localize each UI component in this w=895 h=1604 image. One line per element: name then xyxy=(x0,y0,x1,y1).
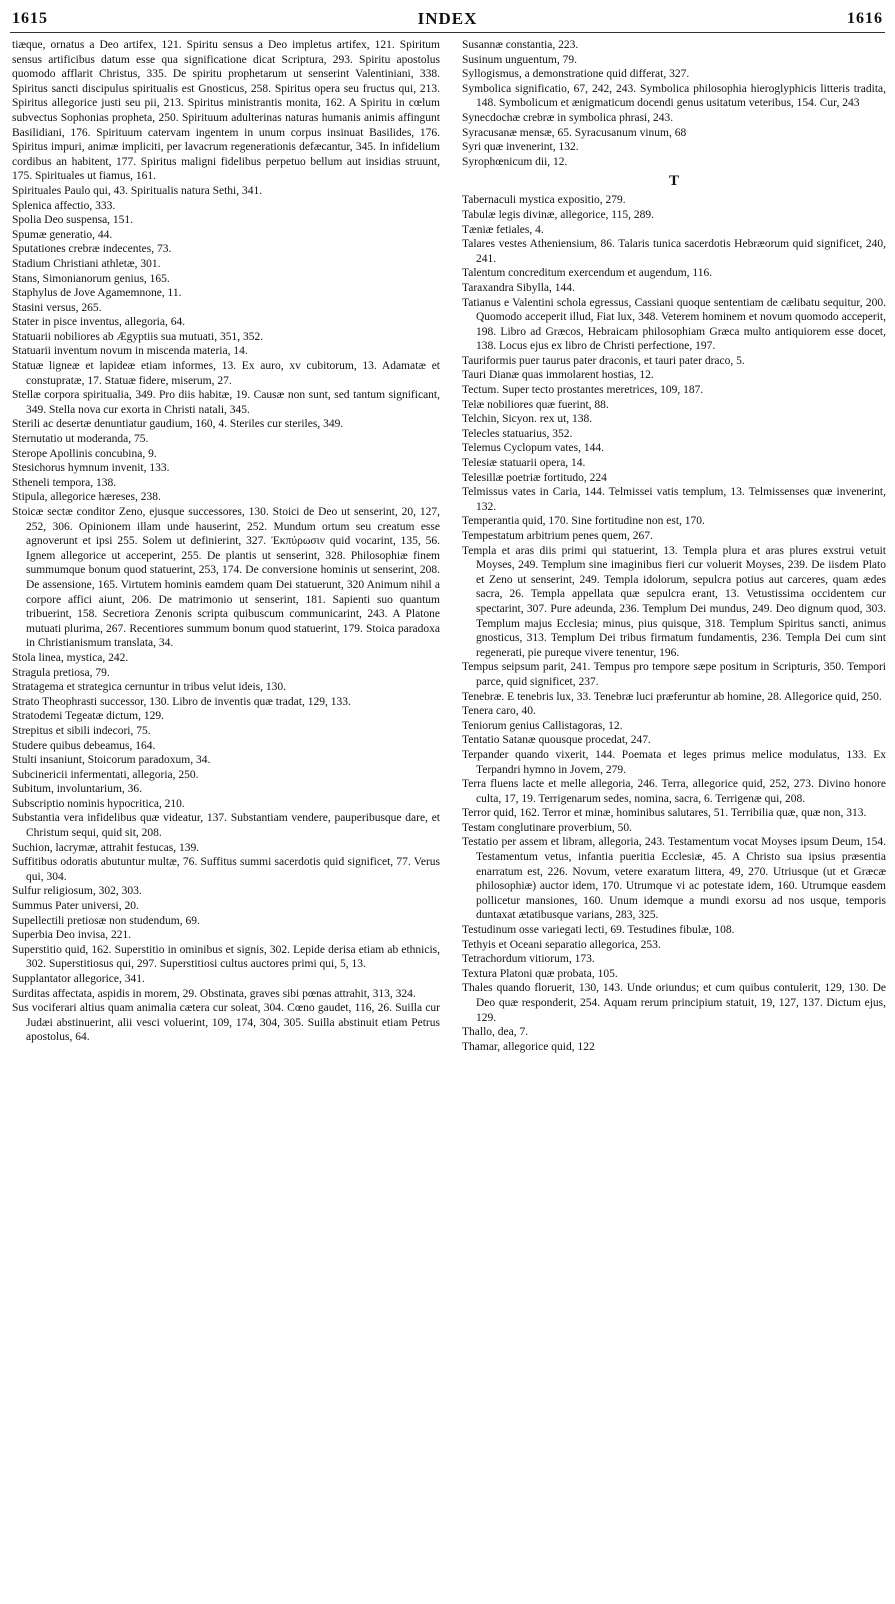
index-entry: Stoicæ sectæ conditor Zeno, ejusque successores, 130. Stoici de Deo ut senserint, 20, 127, 252, 306. Opinionem illam unde hauserint, 252. Mundum ortum seu creatum esse agnoverunt et ipsi 255. Solem ut definierint, 327. Ἐκπύρωσιν quid vocarint, 135, 56. Ignem allegorice ut acceperint, 255. De plantis ut senserint, 328. Philosophiæ finem summumque bonum quod statuerint, 253, 174. De conversione hominis ut senserint, 208. De assensione, 165. Virtutem hominis eamdem quam Dei statuerunt, 320 Animum nihil a corpore affici aiunt, 206. De matrimonio ut senserint, 181. Sapienti suo quantum tribuerint, 158. Secretiora Zenonis scripta quibuscum communicarint, 243. A Platone mutuati plurima, 267. Recentiores summum bonum quod statuerint, 179. Stoica paradoxa in Christianismum translata, 34. xyxy=(12,506,440,650)
index-entry: Surditas affectata, aspidis in morem, 29. Obstinata, graves sibi pœnas attrahit, 313, 324. xyxy=(12,987,416,1000)
index-entry: Syri quæ invenerint, 132. xyxy=(462,141,579,154)
index-entry: Templa et aras diis primi qui statuerint, 13. Templa plura et aras plures exstrui vetuit Moyses, 249. Templum sine imaginibus fieri cur voluerit Moyses, 239. De iisdem Plato et Zeno ut senserint, 249. Templa idolorum, sepulcra potius aut carceres, quam ædes sacra, 26. Templa appellata quæ sepulcra erant, 13. Vetustissima occidentem cur spectarint, 307. Pure adeunda, 236. Templum Dei mundus, 249. Deo dignum quod, 303. Templum majus Ecclesia; minus, pius quisque, 318. Templum Spiritus sancti, animus gnosticus, 313. Templum Dei tribus firmatum fundamentis, 236. Templa Dei cum sint regenerati, pie pureque vivere tenentur, 196. xyxy=(462,544,886,659)
index-entry: Sputationes crebræ indecentes, 73. xyxy=(12,243,172,256)
header-rule xyxy=(10,32,885,33)
index-entry: Sus vociferari altius quam animalia cætera cur soleat, 304. Cœno gaudet, 116, 26. Suilla cur Judæi abstinuerint, alii vesci voluerint, 109, 174, 304, 305. Suilla abstinuit etiam Petrus apostolus, 64. xyxy=(12,1002,440,1044)
index-entry: Syracusanæ mensæ, 65. Syracusanum vinum, 68 xyxy=(462,126,687,139)
index-entry: Terpander quando vixerit, 144. Poemata et leges primus melice modulatus, 133. Ex Terpandri hymno in Jovem, 279. xyxy=(462,748,886,776)
index-entry: Susinum unguentum, 79. xyxy=(462,53,578,66)
index-entry: Summus Pater universi, 20. xyxy=(12,900,139,913)
index-entry: Supellectili pretiosæ non studendum, 69. xyxy=(12,914,200,927)
section-letter-t: T xyxy=(668,173,679,190)
index-entry: tiæque, ornatus a Deo artifex, 121. Spiritu sensus a Deo impletus artifex, 121. Spiritum sensus artificibus datum esse qua significatione dicat Scriptura, 293. Spiritu apostolus quomodo afflarit Christus, 335. De spiritu prophetarum ut senserint Valentiniani, 338. Spiritus sancti discipulus spiritualis est Gnosticus, 258. Spiritus opera seu fructus qui, 213. Spiritus allegorice justi seu pii, 213. Spiritus ministrantis monita, 162. A Spiritu in cœlum subvectus Sophonias propheta, 250. Spirituum adulterinas naturas humanis animis affingunt Basilidiani, 176. Spirituum catervam ingentem in unum corpus insinuat Basilides, 176. Spiritus impuri, animæ impliciti, per lavacrum regenerationis defæcantur, 345. In infidelium cordibus an habitent, 177. Spiritus maligni fidelibus perpetuo bellum aut insidias struunt, 175. Spirituales ut fiamus, 161. xyxy=(12,39,440,183)
index-entry: Stater in pisce inventus, allegoria, 64. xyxy=(12,316,186,329)
index-entry: Talentum concreditum exercendum et augendum, 116. xyxy=(462,267,713,280)
index-entry: Subscriptio nominis hypocritica, 210. xyxy=(12,797,185,810)
index-entry: Statuarii nobiliores ab Ægyptiis sua mutuati, 351, 352. xyxy=(12,330,264,343)
index-entry: Teniorum genius Callistagoras, 12. xyxy=(462,719,623,732)
index-entry: Stasini versus, 265. xyxy=(12,301,102,314)
index-entry: Stipula, allegorice hæreses, 238. xyxy=(12,491,161,504)
index-entry: Testudinum osse variegati lecti, 69. Testudines fibulæ, 108. xyxy=(462,924,735,937)
index-entry: Telesillæ poetriæ fortitudo, 224 xyxy=(462,471,607,484)
index-entry: Syrophœnicum dii, 12. xyxy=(462,155,568,168)
index-entry: Terror quid, 162. Terror et minæ, hominibus salutares, 51. Terribilia quæ, quæ non, 313. xyxy=(462,807,867,820)
index-entry: Stans, Simonianorum genius, 165. xyxy=(12,272,170,285)
index-entry: Telesiæ statuarii opera, 14. xyxy=(462,457,586,470)
index-entry: Tauri Dianæ quas immolarent hostias, 12. xyxy=(462,369,654,382)
index-entry: Symbolica significatio, 67, 242, 243. Symbolica philosophia hieroglyphicis litteris tradita, 148. Symbolicum et ænigmaticum docendi genus usitatum veteribus, 154. Cur, 243 xyxy=(462,82,886,110)
index-entry: Tempestatum arbitrium penes quem, 267. xyxy=(462,530,653,542)
index-entry: Suffitibus odoratis abutuntur multæ, 76. Suffitus summi sacerdotis quid significet, 77. Verus qui, 304. xyxy=(12,856,440,883)
index-entry: Tenera caro, 40. xyxy=(462,705,536,718)
index-entry: Tabulæ legis divinæ, allegorice, 115, 289. xyxy=(462,208,655,221)
index-entry: Subcinericii infermentati, allegoria, 250. xyxy=(12,768,199,781)
index-entry: Substantia vera infidelibus quæ videatur, 137. Substantiam vendere, pauperibusque dare, et Christum sequi, quid sit, 208. xyxy=(12,812,440,840)
index-entry: Telmissus vates in Caria, 144. Telmissei vatis templum, 13. Telmissenses quæ invenerint, 132. xyxy=(462,486,886,513)
index-entry: Statuarii inventum novum in miscenda materia, 14. xyxy=(12,345,248,358)
index-entry: Tæniæ fetiales, 4. xyxy=(462,223,544,236)
section-s-continued xyxy=(462,38,886,169)
index-entry: Strato Theophrasti successor, 130. Libro de inventis quæ tradat, 129, 133. xyxy=(12,695,351,708)
right-page-number: 1616 xyxy=(846,10,883,27)
right-column xyxy=(462,38,886,1054)
index-entry: Temperantia quid, 170. Sine fortitudine non est, 170. xyxy=(462,515,705,528)
index-entry: Textura Platoni quæ probata, 105. xyxy=(462,967,618,980)
index-entry: Telemus Cyclopum vates, 144. xyxy=(462,442,604,455)
index-entry: Sulfur religiosum, 302, 303. xyxy=(12,885,142,898)
section-t xyxy=(462,193,886,1054)
index-entry: Stheneli tempora, 138. xyxy=(12,476,117,489)
index-entry: Stratagema et strategica cernuntur in tribus velut ideis, 130. xyxy=(12,681,287,694)
index-entry: Stesichorus hymnum invenit, 133. xyxy=(12,462,170,475)
index-entry: Tectum. Super tecto prostantes meretrices, 109, 187. xyxy=(462,384,704,397)
left-page-number: 1615 xyxy=(12,10,48,27)
left-column xyxy=(12,38,440,1045)
index-entry: Sternutatio ut moderanda, 75. xyxy=(12,433,149,446)
index-entry: Spirituales Paulo qui, 43. Spiritualis natura Sethi, 341. xyxy=(12,184,263,197)
index-entry: Tethyis et Oceani separatio allegorica, 253. xyxy=(462,938,661,951)
index-entry: Taraxandra Sibylla, 144. xyxy=(462,281,575,294)
index-entry: Tabernaculi mystica expositio, 279. xyxy=(462,194,626,207)
index-entry: Stadium Christiani athletæ, 301. xyxy=(12,257,161,270)
index-entry: Tauriformis puer taurus pater draconis, et tauri pater draco, 5. xyxy=(462,354,745,367)
index-entry: Studere quibus debeamus, 164. xyxy=(12,739,156,752)
index-entry: Tempus seipsum parit, 241. Tempus pro tempore sæpe positum in Scripturis, 350. Tempori parce, quid significet, 237. xyxy=(462,661,886,688)
index-entry: Stola linea, mystica, 242. xyxy=(12,651,129,664)
index-entry: Superbia Deo invisa, 221. xyxy=(12,929,132,942)
index-entry: Sterili ac desertæ denuntiatur gaudium, 160, 4. Steriles cur steriles, 349. xyxy=(12,418,344,431)
index-entry: Thallo, dea, 7. xyxy=(462,1026,529,1039)
index-entry: Tetrachordum vitiorum, 173. xyxy=(462,953,595,966)
index-entry: Suchion, lacrymæ, attrahit festucas, 139. xyxy=(12,841,200,854)
index-entry: Stulti insaniunt, Stoicorum paradoxum, 34. xyxy=(12,754,211,767)
index-entry: Staphylus de Jove Agamemnone, 11. xyxy=(12,287,182,300)
index-entry: Thales quando floruerit, 130, 143. Unde oriundus; et cum quibus contulerit, 129, 130. De Deo quæ responderit, 254. Aquam rerum principium statuit, 19, 127, 137. Dictum ejus, 129. xyxy=(462,982,886,1024)
index-entry: Stellæ corpora spiritualia, 349. Pro diis habitæ, 19. Causæ non sunt, sed tantum significant, 349. Stella nova cur exorta in Christi natali, 345. xyxy=(12,389,440,416)
page-header xyxy=(12,6,883,32)
index-entry: Thamar, allegorice quid, 122 xyxy=(462,1040,595,1053)
index-entry: Testatio per assem et libram, allegoria, 243. Testamentum vocat Moyses ipsum Deum, 154. Testamentum vetus, infantia pueritia Ecclesiæ, 45. A Christo sua ipsius præsentia enarratum est, 226. Novum, vetere exaratum littera, 49, 270. Utriusque (ut et Græcæ philosophiæ) auctor idem, 170. Utrumque vi ac potestate idem, 160. Utrumque easdem pollicetur mansiones, 160. Unum idemque a mundi exorsu ad nos usque, temporis duntaxat ætatibusque varians, 283, 325. xyxy=(462,836,886,922)
index-entry: Spumæ generatio, 44. xyxy=(12,228,113,241)
page-title: INDEX xyxy=(417,9,478,28)
index-entry: Strepitus et sibili indecori, 75. xyxy=(12,724,151,737)
index-entry: Tatianus e Valentini schola egressus, Cassiani quoque sententiam de cælibatu sequitur, 200. Quomodo acceperit illud, Fiat lux, 348. Veterem hominem et novum quomodo acceperit, 198. Libro ad Græcos, Hebraicam philosophiam Græca multo antiquiorem esse docet, 138. Locus ejus ex libro de Christi perfectione, 197. xyxy=(462,296,886,353)
index-entry: Superstitio quid, 162. Superstitio in ominibus et signis, 302. Lepide derisa etiam ab ethnicis, 302. Superstitiosus qui, 297. Superstitiosi cultus auctores primi qui, 5, 13. xyxy=(12,943,440,971)
index-entry: Supplantator allegorice, 341. xyxy=(12,973,145,985)
index-entry: Synecdochæ crebræ in symbolica phrasi, 243. xyxy=(462,111,674,124)
index-entry: Talares vestes Atheniensium, 86. Talaris tunica sacerdotis Hebræorum quid significet, 240, 241. xyxy=(462,238,886,265)
index-entry: Subitum, involuntarium, 36. xyxy=(12,783,143,796)
index-entry: Telchin, Sicyon. rex ut, 138. xyxy=(462,413,593,426)
index-entry: Syllogismus, a demonstratione quid differat, 327. xyxy=(462,68,690,81)
index-entry: Sterope Apollinis concubina, 9. xyxy=(12,447,157,460)
index-entry: Tenebræ. E tenebris lux, 33. Tenebræ luci præferuntur ab homine, 28. Allegorice quid, 250. xyxy=(462,690,882,703)
index-entry: Tentatio Satanæ quousque procedat, 247. xyxy=(462,734,651,747)
index-entry: Susannæ constantia, 223. xyxy=(462,39,579,51)
index-entry: Stragula pretiosa, 79. xyxy=(12,666,110,679)
index-entry: Telecles statuarius, 352. xyxy=(462,427,573,440)
index-entry: Spolia Deo suspensa, 151. xyxy=(12,214,134,227)
index-entry: Testam conglutinare proverbium, 50. xyxy=(462,821,633,834)
index-entry: Splenica affectio, 333. xyxy=(12,199,116,212)
index-entry: Telæ nobiliores quæ fuerint, 88. xyxy=(462,398,609,411)
index-entry: Stratodemi Tegeatæ dictum, 129. xyxy=(12,710,164,723)
index-entry: Statuæ ligneæ et lapideæ etiam informes, 13. Ex auro, xv cubitorum, 13. Adamatæ et constupratæ, 17. Statuæ fidere, miserum, 27. xyxy=(12,360,440,387)
index-entry: Terra fluens lacte et melle allegoria, 246. Terra, allegorice quid, 252, 273. Divino honore culta, 17, 19. Terrigenarum sedes, nomina, sacra, 6. Terrigenæ qui, 208. xyxy=(462,778,886,805)
